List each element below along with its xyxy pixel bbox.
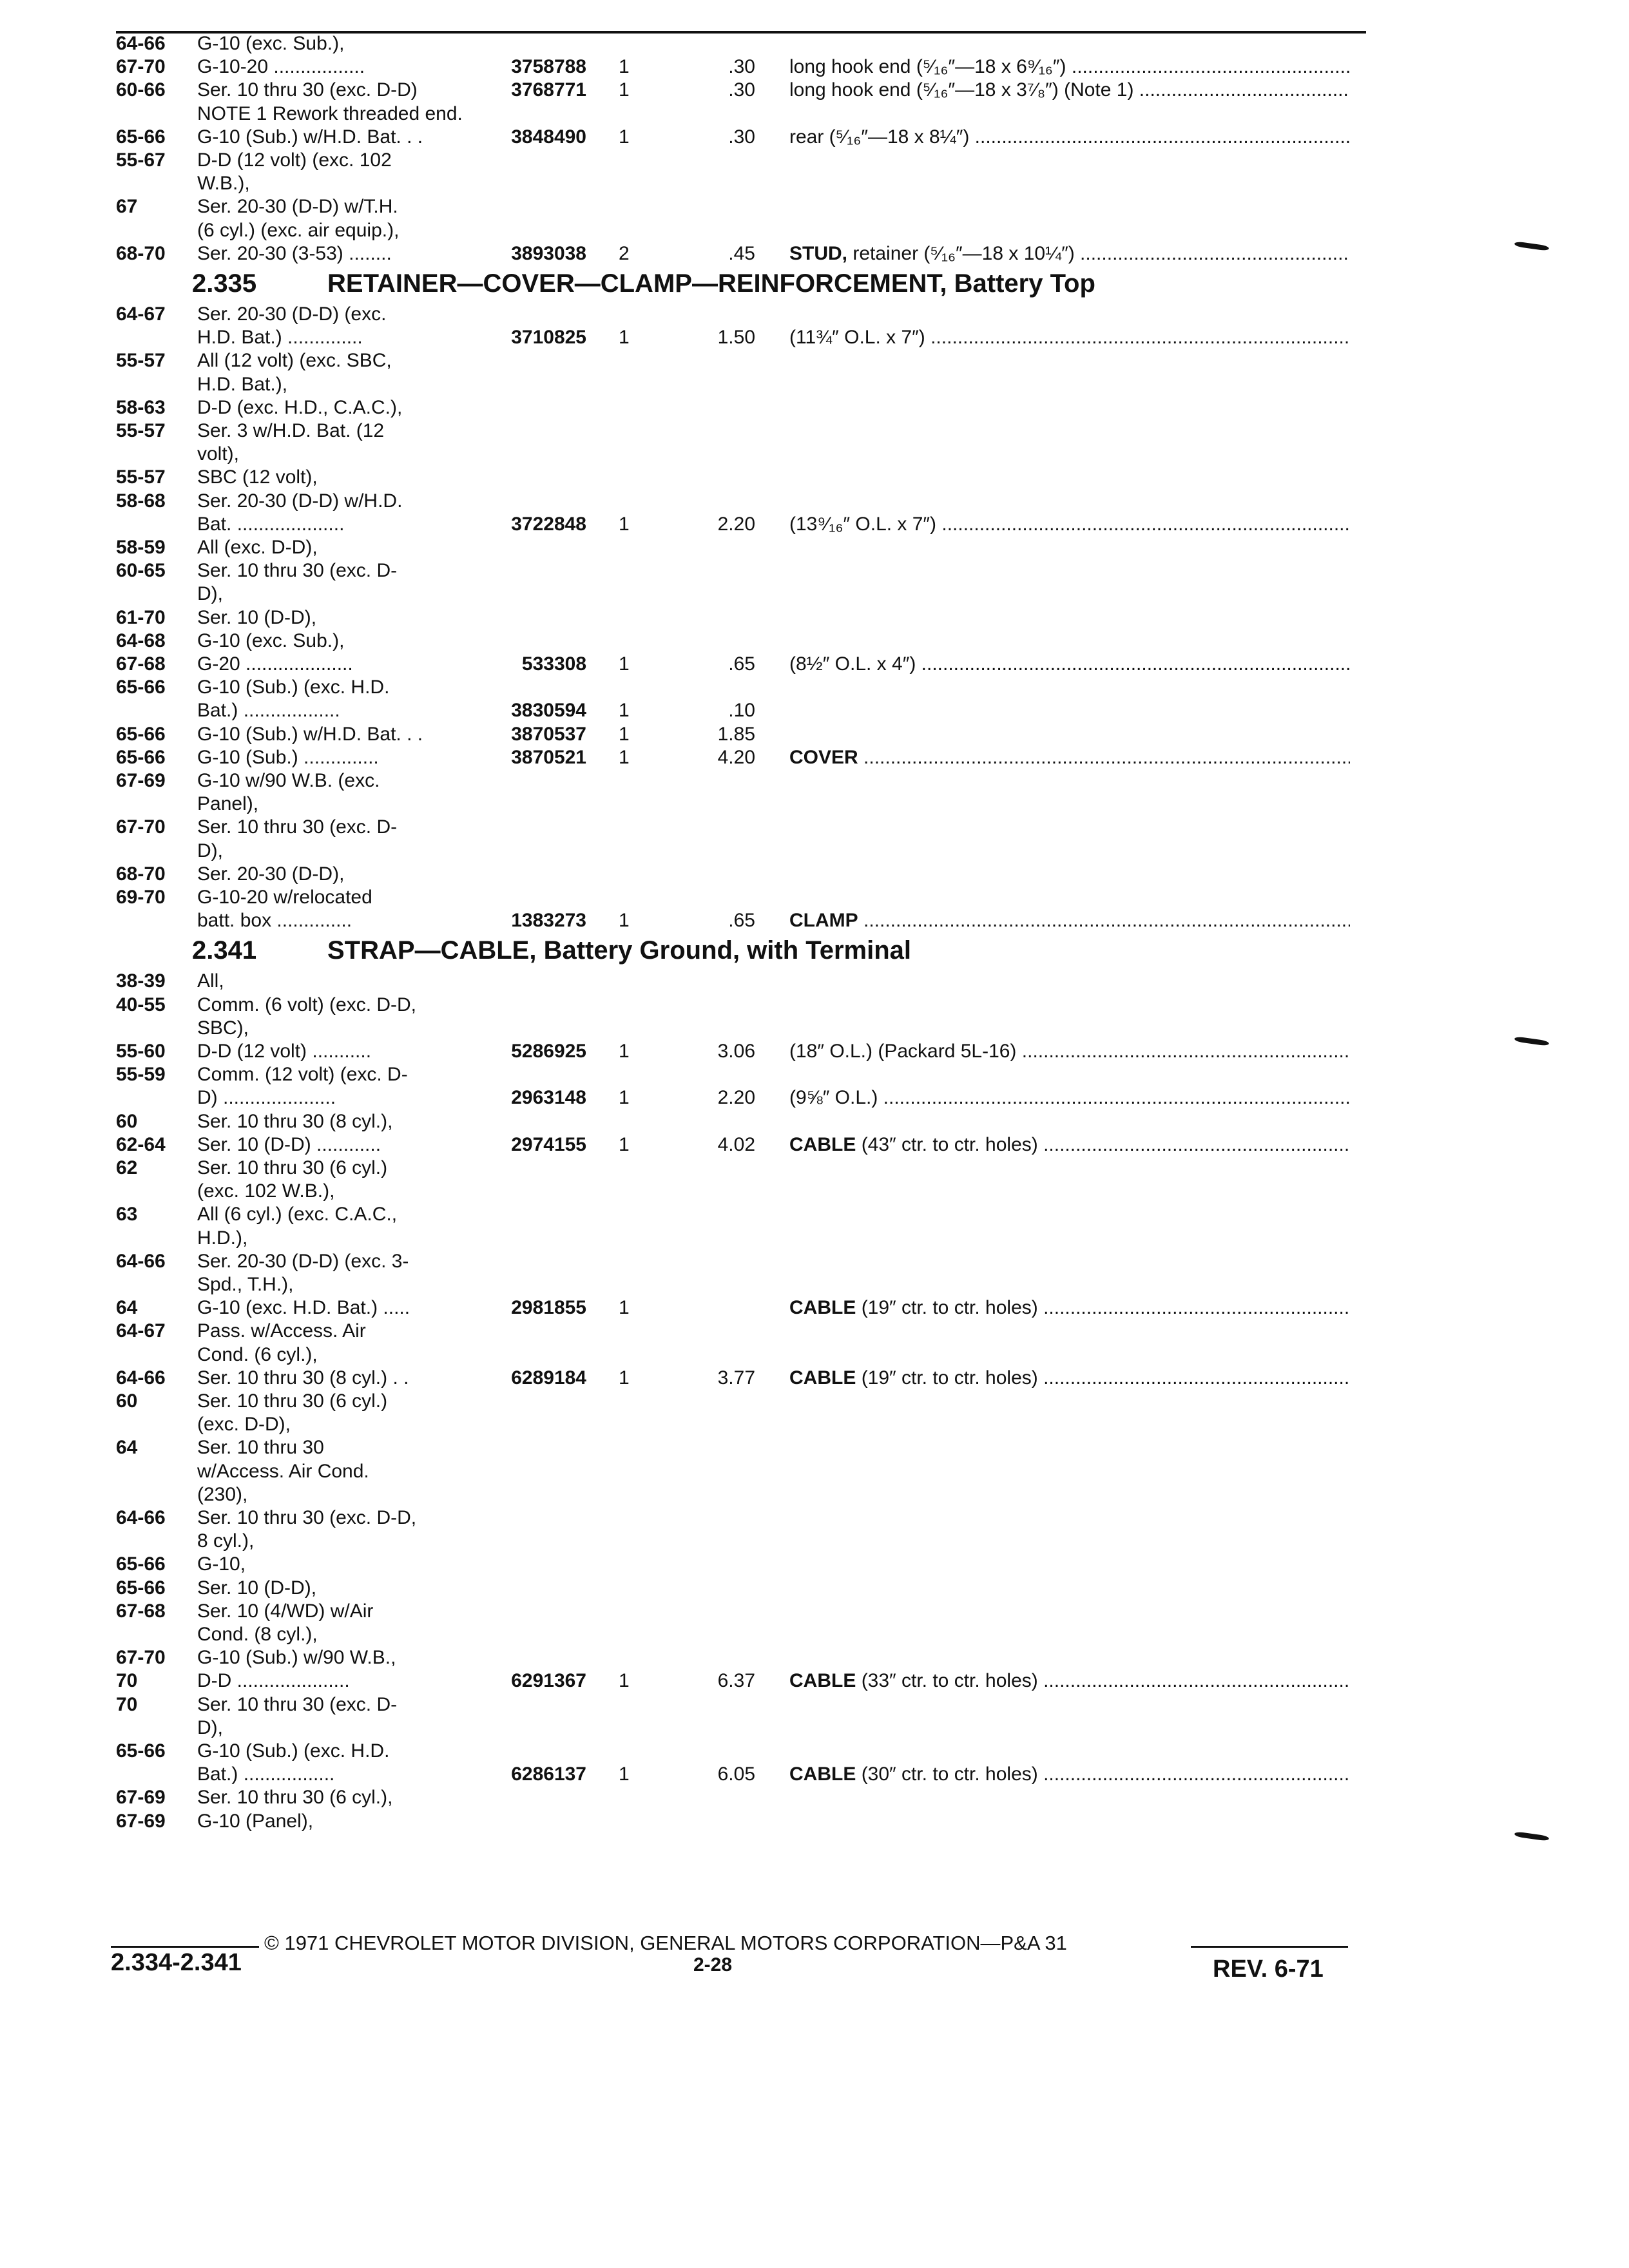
footer-copyright: © 1971 CHEVROLET MOTOR DIVISION, GENERAL MOTORS CORPORATION—P&A 31 (264, 1932, 1067, 1954)
quantity: 1 (619, 724, 630, 745)
model-application: G-10 (Sub.) (exc. H.D. (197, 677, 390, 698)
part-detail: (33″ ctr. to ctr. holes) (861, 1670, 1038, 1691)
part-description (789, 242, 1350, 265)
model-application: Ser. 20-30 (D-D), (197, 863, 345, 885)
price: .65 (728, 653, 755, 675)
year-range: 65-66 (116, 1740, 166, 1762)
price: 3.77 (717, 1367, 755, 1389)
price: .30 (728, 126, 755, 148)
year-range: 55-57 (116, 420, 166, 441)
part-number: 3848490 (511, 126, 586, 148)
model-application: Ser. 10 thru 30 (exc. D- (197, 1694, 398, 1715)
price: 2.20 (717, 1087, 755, 1108)
year-range: 65-66 (116, 126, 166, 148)
model-application: SBC (12 volt), (197, 466, 318, 488)
part-description (789, 326, 1350, 349)
model-application: All, (197, 970, 224, 992)
price: .10 (728, 700, 755, 721)
model-application: G-20 .................... (197, 653, 353, 675)
year-range: 64 (116, 1437, 138, 1458)
model-application: Ser. 10 thru 30 (197, 1437, 324, 1458)
model-application: D) ..................... (197, 1087, 336, 1108)
model-application: Ser. 20-30 (D-D) w/H.D. (197, 490, 403, 512)
model-application: 8 cyl.), (197, 1530, 255, 1552)
quantity: 1 (619, 1041, 630, 1062)
year-range: 58-59 (116, 537, 166, 558)
quantity: 1 (619, 700, 630, 721)
year-range: 67-70 (116, 56, 166, 77)
price: 6.05 (717, 1763, 755, 1785)
model-application: Ser. 10 thru 30 (6 cyl.), (197, 1787, 393, 1808)
part-description (789, 513, 1350, 536)
part-detail: (30″ ctr. to ctr. holes) (861, 1763, 1038, 1785)
section-number: 2.335 (192, 269, 257, 298)
footer-section-range: 2.334-2.341 (111, 1949, 242, 1976)
model-application: D-D (12 volt) (exc. 102 (197, 149, 392, 171)
year-range: 68-70 (116, 863, 166, 885)
part-number: 2981855 (511, 1297, 586, 1318)
margin-mark (1514, 1831, 1550, 1841)
year-range: 60 (116, 1390, 138, 1412)
model-application: Ser. 10 thru 30 (6 cyl.) (197, 1157, 388, 1178)
model-application: Ser. 10 (D-D) ............ (197, 1134, 381, 1155)
model-application: G-10 (Sub.) w/H.D. Bat. . . (197, 724, 423, 745)
model-application: D-D (12 volt) ........... (197, 1041, 372, 1062)
part-description (789, 1367, 1350, 1390)
year-range: 60-65 (116, 560, 166, 581)
part-number: 2974155 (511, 1134, 586, 1155)
part-detail: rear (⁵⁄₁₆″—18 x 8¼″) (789, 126, 970, 148)
part-number: 3758788 (511, 56, 586, 77)
part-description (789, 1040, 1350, 1063)
model-application: G-10 (Sub.) (exc. H.D. (197, 1740, 390, 1762)
model-application: Ser. 20-30 (D-D) w/T.H. (197, 196, 398, 217)
part-detail: (11¾″ O.L. x 7″) (789, 327, 925, 348)
part-number: 3768771 (511, 79, 586, 101)
model-application: Ser. 10 (D-D), (197, 1577, 317, 1599)
section-number: 2.341 (192, 936, 257, 965)
model-application: All (6 cyl.) (exc. C.A.C., (197, 1204, 398, 1225)
price: .65 (728, 910, 755, 931)
model-application: Panel), (197, 793, 259, 814)
part-detail: long hook end (⁵⁄₁₆″—18 x 6⁹⁄₁₆″) (789, 56, 1066, 77)
section-title-main: STRAP—CABLE, (327, 936, 537, 965)
part-detail: (18″ O.L.) (Packard 5L-16) (789, 1041, 1017, 1062)
part-description (789, 1763, 1350, 1786)
footer-page-number: 2-28 (693, 1954, 733, 1975)
year-range: 67-70 (116, 816, 166, 838)
part-number: 2963148 (511, 1087, 586, 1108)
model-application: Cond. (6 cyl.), (197, 1344, 318, 1365)
year-range: 70 (116, 1694, 138, 1715)
model-application: G-10 (Sub.) .............. (197, 747, 379, 768)
year-range: 65-66 (116, 747, 166, 768)
year-range: 62 (116, 1157, 138, 1178)
year-range: 67-69 (116, 1787, 166, 1808)
price: 6.37 (717, 1670, 755, 1691)
year-range: 55-57 (116, 350, 166, 371)
part-name: COVER (789, 747, 858, 768)
model-application: Ser. 10 (D-D), (197, 607, 317, 628)
part-description (789, 746, 1350, 769)
model-application: Ser. 10 thru 30 (exc. D-D) (197, 79, 418, 101)
quantity: 1 (619, 79, 630, 101)
year-range: 67-69 (116, 1811, 166, 1832)
year-range: 60 (116, 1111, 138, 1132)
year-range: 64-66 (116, 1367, 166, 1389)
year-range: 61-70 (116, 607, 166, 628)
price: 4.02 (717, 1134, 755, 1155)
quantity: 2 (619, 243, 630, 264)
model-application: G-10 (Sub.) w/H.D. Bat. . . (197, 126, 423, 148)
model-application: G-10 (exc. H.D. Bat.) ..... (197, 1297, 410, 1318)
model-application: Ser. 10 thru 30 (exc. D-D, (197, 1507, 417, 1528)
part-detail: (8½″ O.L. x 4″) (789, 653, 916, 675)
year-range: 62-64 (116, 1134, 166, 1155)
part-description (789, 909, 1350, 932)
year-range: 67-68 (116, 1600, 166, 1622)
quantity: 1 (619, 1763, 630, 1785)
model-application: volt), (197, 443, 240, 465)
year-range: 38-39 (116, 970, 166, 992)
quantity: 1 (619, 1367, 630, 1389)
part-name: CABLE (789, 1297, 856, 1318)
year-range: 58-63 (116, 397, 166, 418)
model-application: Ser. 10 thru 30 (6 cyl.) (197, 1390, 388, 1412)
part-description (789, 1086, 1350, 1110)
part-description (789, 1133, 1350, 1157)
part-number: 3870521 (511, 747, 586, 768)
year-range: 55-59 (116, 1064, 166, 1085)
model-application: (6 cyl.) (exc. air equip.), (197, 220, 400, 241)
part-number: 6291367 (511, 1670, 586, 1691)
model-application: G-10 (exc. Sub.), (197, 33, 345, 54)
year-range: 55-60 (116, 1041, 166, 1062)
model-application: Ser. 10 thru 30 (8 cyl.) . . (197, 1367, 409, 1389)
part-detail: (19″ ctr. to ctr. holes) (861, 1367, 1038, 1389)
price: 2.20 (717, 514, 755, 535)
part-description (789, 79, 1350, 102)
model-application: Ser. 3 w/H.D. Bat. (12 (197, 420, 385, 441)
price: .30 (728, 79, 755, 101)
part-number: 1383273 (511, 910, 586, 931)
part-number: 3893038 (511, 243, 586, 264)
model-application: All (12 volt) (exc. SBC, (197, 350, 392, 371)
model-application: Ser. 10 thru 30 (exc. D- (197, 560, 398, 581)
model-application: NOTE 1 Rework threaded end. (197, 103, 463, 124)
model-application: D-D ..................... (197, 1670, 350, 1691)
section-title-sub: Battery Top (954, 269, 1095, 298)
year-range: 64-66 (116, 1251, 166, 1272)
quantity: 1 (619, 327, 630, 348)
model-application: Comm. (12 volt) (exc. D- (197, 1064, 408, 1085)
model-application: G-10 (Sub.) w/90 W.B., (197, 1647, 396, 1668)
year-range: 64-68 (116, 630, 166, 651)
year-range: 65-66 (116, 677, 166, 698)
quantity: 1 (619, 653, 630, 675)
year-range: 40-55 (116, 994, 166, 1015)
footer-rule-right (1191, 1946, 1348, 1948)
part-name: CLAMP (789, 910, 858, 931)
year-range: 65-66 (116, 724, 166, 745)
part-name: CABLE (789, 1367, 856, 1389)
price: 1.85 (717, 724, 755, 745)
model-application: Spd., T.H.), (197, 1274, 294, 1295)
part-number: 3830594 (511, 700, 586, 721)
model-application: G-10, (197, 1553, 246, 1575)
year-range: 68-70 (116, 243, 166, 264)
section-title (327, 935, 911, 966)
model-application: H.D. Bat.), (197, 374, 288, 395)
quantity: 1 (619, 56, 630, 77)
model-application: G-10 (Panel), (197, 1811, 314, 1832)
part-description (789, 55, 1350, 79)
year-range: 64-67 (116, 303, 166, 325)
model-application: Bat.) .................. (197, 700, 340, 721)
year-range: 67 (116, 196, 138, 217)
model-application: w/Access. Air Cond. (197, 1461, 369, 1482)
model-application: Ser. 10 (4/WD) w/Air (197, 1600, 374, 1622)
quantity: 1 (619, 1297, 630, 1318)
part-number: 3870537 (511, 724, 586, 745)
model-application: D), (197, 840, 223, 861)
part-detail: (43″ ctr. to ctr. holes) (861, 1134, 1038, 1155)
quantity: 1 (619, 514, 630, 535)
margin-mark (1514, 1036, 1550, 1046)
year-range: 67-68 (116, 653, 166, 675)
model-application: (230), (197, 1484, 248, 1505)
model-application: W.B.), (197, 173, 250, 194)
part-description (789, 1669, 1350, 1693)
year-range: 64-66 (116, 33, 166, 54)
quantity: 1 (619, 1134, 630, 1155)
price: .45 (728, 243, 755, 264)
margin-mark (1514, 241, 1550, 251)
year-range: 64 (116, 1297, 138, 1318)
quantity: 1 (619, 910, 630, 931)
section-title-main: RETAINER—COVER—CLAMP—REINFORCEMENT, (327, 269, 947, 298)
part-number: 3710825 (511, 327, 586, 348)
part-detail: long hook end (⁵⁄₁₆″—18 x 3⁷⁄₈″) (Note 1) (789, 79, 1134, 101)
footer-revision: REV. 6-71 (1213, 1956, 1324, 1983)
year-range: 58-68 (116, 490, 166, 512)
model-application: Ser. 20-30 (D-D) (exc. (197, 303, 387, 325)
model-application: H.D. Bat.) .............. (197, 327, 363, 348)
model-application: G-10 w/90 W.B. (exc. (197, 770, 380, 791)
footer-rule-left (111, 1946, 259, 1948)
year-range: 64-67 (116, 1320, 166, 1341)
year-range: 63 (116, 1204, 138, 1225)
part-name: CABLE (789, 1134, 856, 1155)
part-number: 6286137 (511, 1763, 586, 1785)
model-application: G-10 (exc. Sub.), (197, 630, 345, 651)
model-application: Cond. (8 cyl.), (197, 1624, 318, 1645)
year-range: 70 (116, 1670, 138, 1691)
model-application: (exc. 102 W.B.), (197, 1180, 335, 1202)
year-range: 55-67 (116, 149, 166, 171)
part-detail: retainer (⁵⁄₁₆″—18 x 10¼″) (853, 243, 1075, 264)
model-application: Pass. w/Access. Air (197, 1320, 366, 1341)
model-application: D), (197, 583, 223, 604)
part-description (789, 1296, 1350, 1320)
model-application: G-10-20 ................. (197, 56, 365, 77)
year-range: 64-66 (116, 1507, 166, 1528)
year-range: 67-70 (116, 1647, 166, 1668)
price: 4.20 (717, 747, 755, 768)
model-application: Ser. 10 thru 30 (8 cyl.), (197, 1111, 393, 1132)
part-detail: (13⁹⁄₁₆″ O.L. x 7″) (789, 514, 937, 535)
model-application: Ser. 10 thru 30 (exc. D- (197, 816, 398, 838)
part-detail: (9⅝″ O.L.) (789, 1087, 878, 1108)
year-range: 60-66 (116, 79, 166, 101)
year-range: 55-57 (116, 466, 166, 488)
model-application: SBC), (197, 1017, 249, 1039)
year-range: 65-66 (116, 1553, 166, 1575)
quantity: 1 (619, 126, 630, 148)
year-range: 69-70 (116, 887, 166, 908)
part-number: 5286925 (511, 1041, 586, 1062)
model-application: H.D.), (197, 1227, 248, 1249)
model-application: Bat. .................... (197, 514, 345, 535)
part-description (789, 653, 1350, 676)
model-application: Ser. 20-30 (3-53) ........ (197, 243, 392, 264)
model-application: Bat.) ................. (197, 1763, 335, 1785)
price: 3.06 (717, 1041, 755, 1062)
price: 1.50 (717, 327, 755, 348)
quantity: 1 (619, 1087, 630, 1108)
model-application: G-10-20 w/relocated (197, 887, 372, 908)
model-application: (exc. D-D), (197, 1414, 291, 1435)
part-name: STUD, (789, 243, 847, 264)
model-application: D), (197, 1717, 223, 1738)
section-title (327, 268, 1095, 299)
model-application: batt. box .............. (197, 910, 352, 931)
part-name: CABLE (789, 1670, 856, 1691)
model-application: All (exc. D-D), (197, 537, 318, 558)
quantity: 1 (619, 747, 630, 768)
part-detail: (19″ ctr. to ctr. holes) (861, 1297, 1038, 1318)
quantity: 1 (619, 1670, 630, 1691)
part-description (789, 126, 1350, 149)
price: .30 (728, 56, 755, 77)
part-number: 6289184 (511, 1367, 586, 1389)
year-range: 67-69 (116, 770, 166, 791)
part-number: 533308 (521, 653, 586, 675)
part-name: CABLE (789, 1763, 856, 1785)
section-title-sub: Battery Ground, with Terminal (543, 936, 912, 965)
part-number: 3722848 (511, 514, 586, 535)
year-range: 65-66 (116, 1577, 166, 1599)
model-application: D-D (exc. H.D., C.A.C.), (197, 397, 403, 418)
model-application: Comm. (6 volt) (exc. D-D, (197, 994, 417, 1015)
model-application: Ser. 20-30 (D-D) (exc. 3- (197, 1251, 409, 1272)
